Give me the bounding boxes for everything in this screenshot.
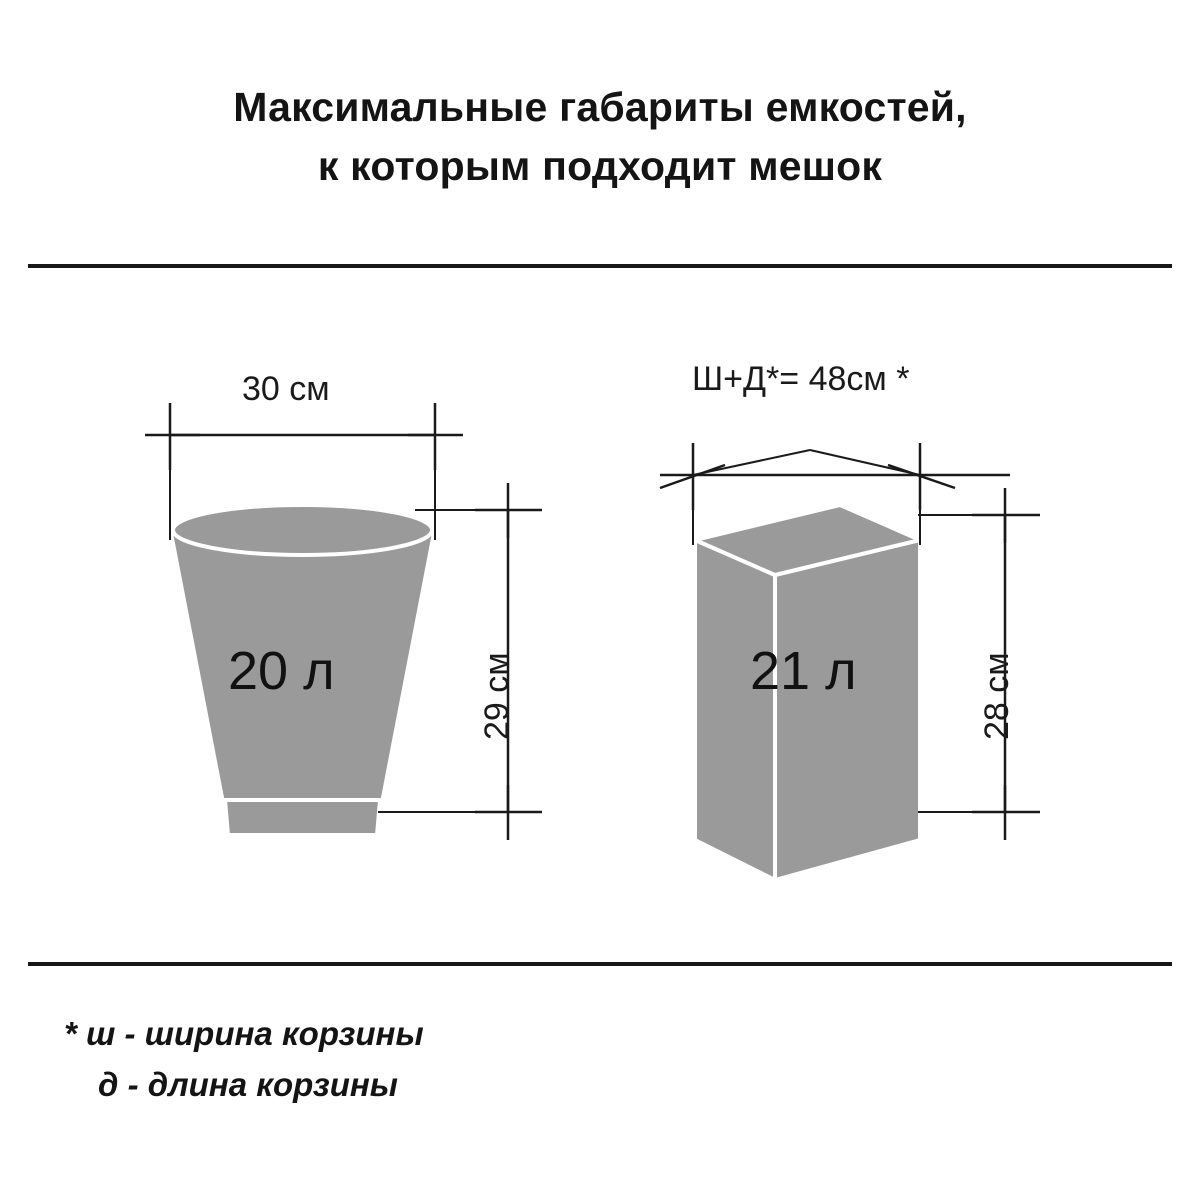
page-title	[0, 78, 1200, 197]
round-bin-drawing	[60, 300, 600, 900]
round-bin-height-label: 29 см	[478, 652, 516, 740]
width-tick-right-bar	[888, 465, 955, 488]
width-leader-right	[810, 450, 920, 475]
width-leader-left	[693, 450, 810, 475]
figure-round-bin	[60, 300, 600, 900]
basket-left-face	[695, 540, 775, 880]
basket-front-face	[775, 540, 920, 880]
bucket-rim	[173, 505, 432, 555]
round-bin-volume-label: 20 л	[228, 641, 335, 701]
footnote-2: д - длина корзины	[98, 1066, 398, 1104]
title-line-1: Максимальные габариты емкостей,	[233, 84, 967, 130]
footnotes	[64, 1008, 424, 1110]
rect-bin-height-label: 28 см	[978, 652, 1016, 740]
divider-bottom	[28, 962, 1172, 966]
divider-top	[28, 264, 1172, 268]
rect-bin-width-label: Ш+Д*= 48см *	[692, 360, 910, 398]
round-bin-width-label: 30 см	[242, 370, 330, 408]
footnote-1: * ш - ширина корзины	[64, 1015, 424, 1052]
figure-rectangular-bin	[600, 300, 1160, 900]
rect-bin-volume-label: 21 л	[750, 641, 857, 701]
bucket-base	[225, 800, 380, 835]
title-line-2: к которым подходит мешок	[317, 143, 883, 190]
